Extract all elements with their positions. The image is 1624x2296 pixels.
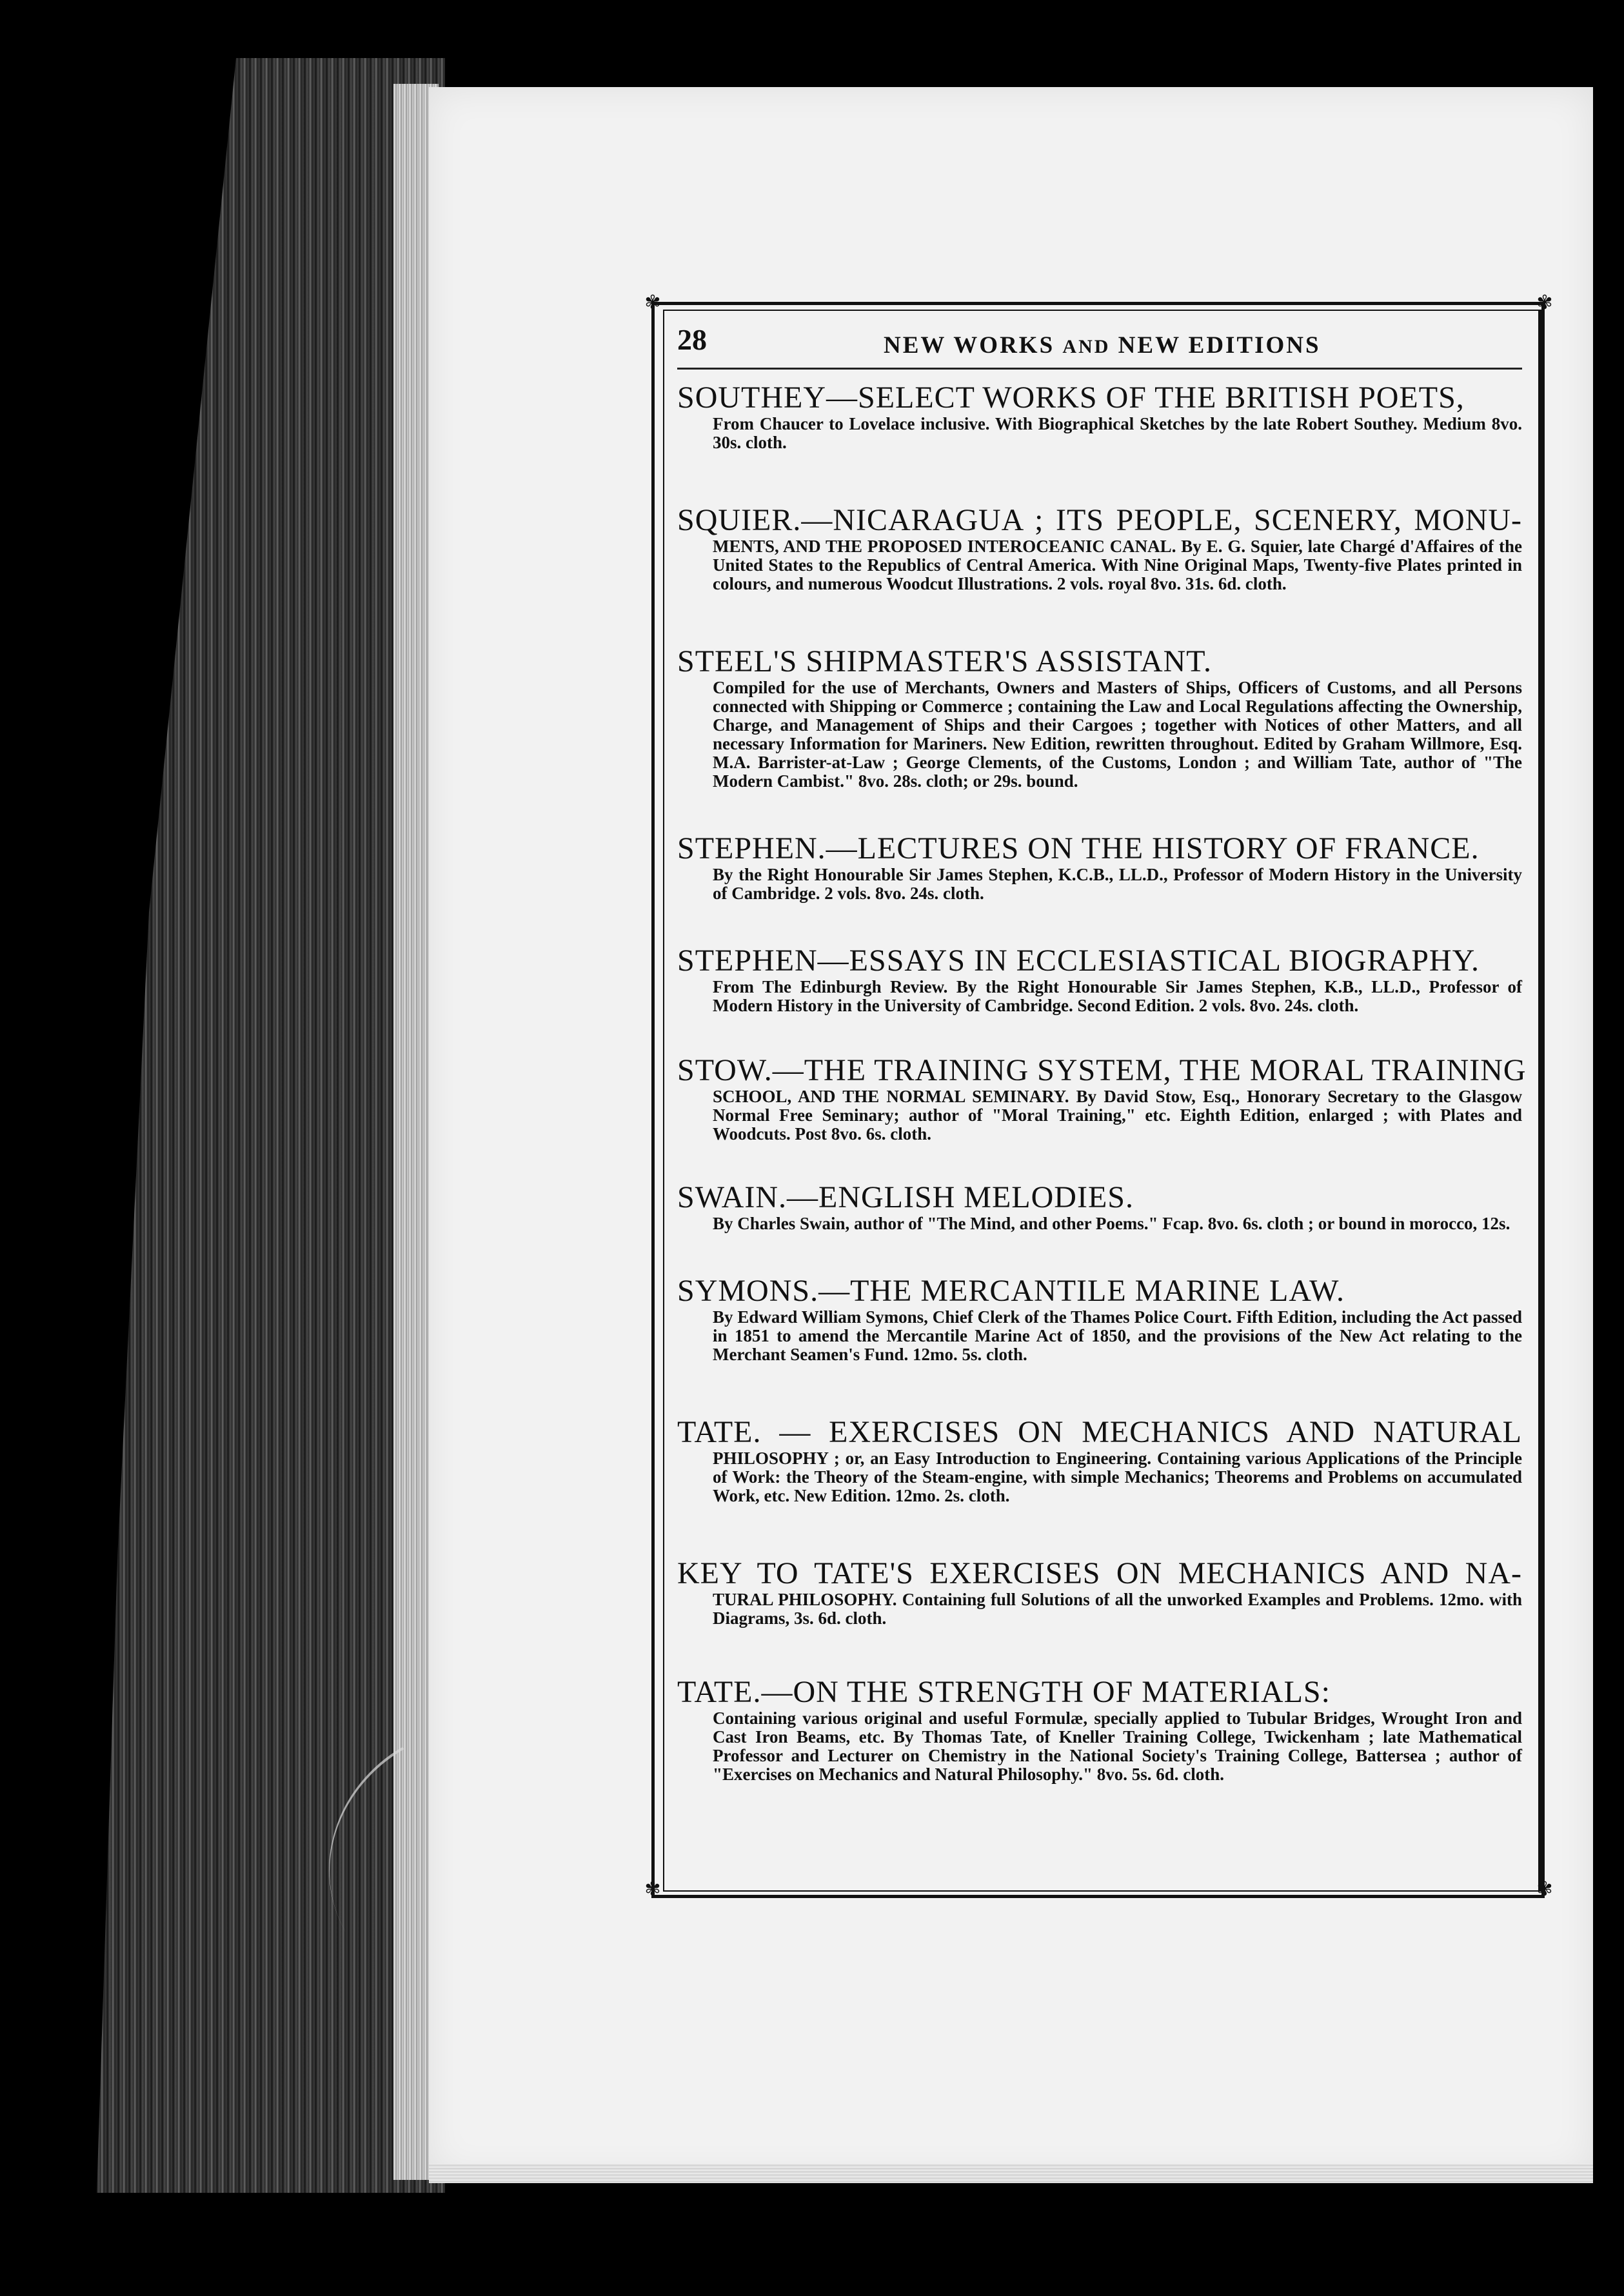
ornament-corner-icon: ✾ xyxy=(1536,292,1553,314)
catalogue-entry xyxy=(677,832,1522,903)
catalogue-entry xyxy=(677,1274,1522,1364)
entry-title: SQUIER.—NICARAGUA ; ITS PEOPLE, SCENERY, MONU- xyxy=(677,503,1522,537)
entry-description: Compiled for the use of Merchants, Owners and Masters of Ships, Officers of Customs, and all Persons connected with Shipping or Commerce ; containing the Law and Local Regulations affecting the Ownership, Charge, and Management of Ships and their Cargoes ; together with Notices of other Matters, and all necessary Information for Mariners. New Edition, rewritten throughout. Edited by Graham Willmore, Esq. M.A. Barrister-at-Law ; George Clements, of the Customs, London ; and William Tate, author of "The Modern Cambist." 8vo. 28s. cloth; or 29s. bound. xyxy=(713,678,1522,791)
catalogue-entry xyxy=(677,944,1522,1015)
ornament-corner-icon: ✾ xyxy=(1536,1878,1553,1901)
catalogue-entry xyxy=(677,645,1522,791)
entry-description: MENTS, AND THE PROPOSED INTEROCEANIC CANAL. By E. G. Squier, late Chargé d'Affaires of the United States to the Republics of Central America. With Nine Original Maps, Twenty-five Plates printed in colours, and numerous Woodcut Illustrations. 2 vols. royal 8vo. 31s. 6d. cloth. xyxy=(713,537,1522,593)
entry-description: From Chaucer to Lovelace inclusive. With Biographical Sketches by the late Robert Southey. Medium 8vo. 30s. cloth. xyxy=(713,414,1522,452)
running-head-part1: NEW WORKS xyxy=(884,332,1055,359)
page-header xyxy=(677,316,1522,370)
entry-title: TATE. — EXERCISES ON MECHANICS AND NATURAL xyxy=(677,1415,1522,1449)
page-number: 28 xyxy=(677,323,707,356)
running-head xyxy=(884,332,1321,359)
entry-description: PHILOSOPHY ; or, an Easy Introduction to Engineering. Containing various Applications of the Principle of Work: the Theory of the Steam-engine, with simple Mechanics; Theorems and Problems on accumulated Work, etc. New Edition. 12mo. 2s. cloth. xyxy=(713,1449,1522,1505)
entry-description: By the Right Honourable Sir James Stephen, K.C.B., LL.D., Professor of Modern History in the University of Cambridge. 2 vols. 8vo. 24s. cloth. xyxy=(713,865,1522,903)
ornament-corner-icon: ✾ xyxy=(644,292,661,314)
entry-description: From The Edinburgh Review. By the Right Honourable Sir James Stephen, K.B., LL.D., Professor of Modern History in the University of Cambridge. Second Edition. 2 vols. 8vo. 24s. cloth. xyxy=(713,977,1522,1015)
catalogue-entry xyxy=(677,1416,1522,1505)
page-content xyxy=(677,316,1527,1890)
entry-description: By Charles Swain, author of "The Mind, and other Poems." Fcap. 8vo. 6s. cloth ; or bound in morocco, 12s. xyxy=(713,1214,1510,1233)
entry-title: STEPHEN.—LECTURES ON THE HISTORY OF FRANCE. xyxy=(677,831,1480,866)
page-bottom-edge xyxy=(429,2164,1593,2183)
entry-title: STEEL'S SHIPMASTER'S ASSISTANT. xyxy=(677,644,1213,678)
catalogue-entry xyxy=(677,1676,1522,1784)
catalogue-entry xyxy=(677,1557,1522,1628)
entry-title: TATE.—ON THE STRENGTH OF MATERIALS: xyxy=(677,1675,1331,1709)
catalogue-entry xyxy=(677,1053,1527,1143)
entry-title: KEY TO TATE'S EXERCISES ON MECHANICS AND NA- xyxy=(677,1556,1522,1590)
catalogue-entry xyxy=(677,504,1522,593)
entry-title: STEPHEN—ESSAYS IN ECCLESIASTICAL BIOGRAPHY. xyxy=(677,944,1480,978)
running-head-part2: AND xyxy=(1062,336,1111,357)
running-head-part3: NEW EDITIONS xyxy=(1118,332,1321,359)
entry-title: SYMONS.—THE MERCANTILE MARINE LAW. xyxy=(677,1274,1345,1308)
entry-description: SCHOOL, AND THE NORMAL SEMINARY. By David Stow, Esq., Honorary Secretary to the Glasgow Normal Free Seminary; author of "Moral Training," etc. Eighth Edition, enlarged ; with Plates and Woodcuts. Post 8vo. 6s. cloth. xyxy=(713,1087,1522,1143)
ornament-corner-icon: ✾ xyxy=(644,1878,661,1901)
catalogue-entry xyxy=(677,381,1522,452)
entry-description: By Edward William Symons, Chief Clerk of the Thames Police Court. Fifth Edition, including the Act passed in 1851 to amend the Mercantile Marine Act of 1850, and the provisions of the New Act relating to the Merchant Seamen's Fund. 12mo. 5s. cloth. xyxy=(713,1307,1522,1364)
entry-title: STOW.—THE TRAINING SYSTEM, THE MORAL TRAINING xyxy=(677,1053,1527,1087)
entry-description: Containing various original and useful Formulæ, specially applied to Tubular Bridges, Wrought Iron and Cast Iron Beams, etc. By Thomas Tate, of Kneller Training College, Twickenham ; late Mathematical Professor and Lecturer on Chemistry in the National Society's Training College, Battersea ; author of "Exercises on Mechanics and Natural Philosophy." 8vo. 5s. 6d. cloth. xyxy=(713,1708,1522,1784)
entry-title: SWAIN.—ENGLISH MELODIES. xyxy=(677,1180,1134,1214)
catalogue-entry xyxy=(677,1181,1522,1233)
entry-description: TURAL PHILOSOPHY. Containing full Solutions of all the unworked Examples and Problems. 12mo. with Diagrams, 3s. 6d. cloth. xyxy=(713,1590,1522,1628)
entry-title: SOUTHEY—SELECT WORKS OF THE BRITISH POETS, xyxy=(677,381,1465,415)
